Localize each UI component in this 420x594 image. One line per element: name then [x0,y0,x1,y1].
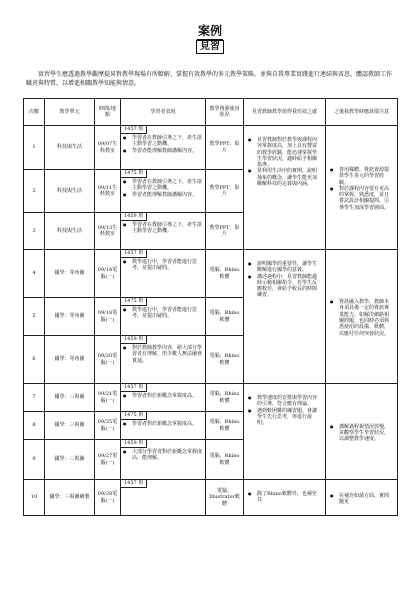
row-performance [121,336,206,384]
observe-item: ● 常利用生活中的實例，說明抽象的概念，讓學生能更加瞭解科技的定義與內涵。 [257,168,321,187]
document-subtitle: 見習 [0,40,420,54]
observation-table [23,98,398,516]
suggest-cell [326,126,398,250]
table-header-row [24,99,398,126]
row-performance [121,384,206,412]
row-num: 3 [24,213,45,250]
class-label: 1459 班 [121,213,147,221]
row-resources: 電腦、Rhino軟體 [206,384,244,412]
row-unit: 國學：三視圖 [45,412,95,440]
row-resources: 電腦、Rhino軟體 [206,412,244,440]
observe-item: ● 講述過程中，見習教師能適時示範相關指令，若學生反應較佳，會給予較長的時間練習。 [257,274,321,299]
row-time: 09/27電腦(一) [95,440,121,480]
row-time: 09/13生科教室 [95,213,121,250]
row-num: 2 [24,170,45,213]
row-resources: 電腦、Rhino軟體 [206,250,244,298]
performance-item: ● 大部分學習者對於新概念掌握度高，能理解。 [132,449,203,462]
row-performance [121,440,206,480]
header-suggest: 之後我教學時應該要注意 [326,99,398,126]
table-row [24,250,398,298]
header-num: 次數 [24,99,45,126]
row-performance [121,412,206,440]
observe-cell [244,250,326,384]
row-unit: 國學：三視圖繪製 [45,480,95,516]
intro-paragraph: 實習學生應透過教學觀摩提昇對教學現場有所瞭解，掌握有效教學的多元教學策略，並與自我專業實踐進行連結與省思，體認教師工作職責與特質，以增進相關教學知能與情意。 [26,71,393,87]
header-performance: 學習者表現 [121,99,206,126]
performance-item: ● 對於教師教學內容，絕大部分學習者有理解，但少數人無法融會貫通。 [132,345,203,364]
row-num: 7 [24,384,45,412]
suggest-item: ● 善用媒體、資訊資源提供學生多元的學習經驗。 [339,167,393,186]
suggest-cell [326,384,398,480]
row-resources: 電腦、Illustrator軟體 [206,480,244,516]
row-time: 09/25電腦(一) [95,412,121,440]
row-unit: 國學：三視圖 [45,440,95,480]
row-performance [121,298,206,336]
performance-item: ● 學習者能理解教師講解內容。 [132,192,203,198]
observe-cell [244,480,326,516]
row-performance [121,170,206,213]
header-time: 時間/地點 [95,99,121,126]
row-unit: 國學：等角圖 [45,298,95,336]
row-time: 09/11生科教室 [95,170,121,213]
row-unit: 科技與生活 [45,126,95,170]
row-unit: 科技與生活 [45,213,95,250]
performance-item: ● 學習者能理解教師講解內容。 [132,148,203,154]
row-resources: 教學PPT、影片 [206,213,244,250]
row-resources: 教學PPT、影片 [206,170,244,213]
class-label: 1475 班 [121,298,147,306]
suggest-cell [326,250,398,384]
document-title: 案例 [197,24,222,38]
performance-item: ● 學習者在教師引導之下，產生欲主動學習之動機。 [132,179,203,192]
row-time: 09/28電腦(一) [95,480,121,516]
class-label: 1475 班 [121,170,147,178]
row-num: 5 [24,298,45,336]
row-resources: 電腦、Rhino軟體 [206,440,244,480]
row-time: 09/07生科教室 [95,126,121,170]
row-resources: 教學PPT、影片 [206,126,244,170]
suggest-item: ● 對於課程內容要有更高的掌握，熟悉度，並且嘗試設計相關提問，引導學生加深學習層面。 [339,186,393,211]
row-performance [121,480,206,516]
performance-item: ● 學習者對於新概念掌握度高。 [132,393,203,399]
table-row [24,126,398,170]
row-time: 09/20電腦(一) [95,336,121,384]
row-time: 09/21電腦(一) [95,384,121,412]
row-performance [121,126,206,170]
class-label: 1459 班 [121,336,147,344]
row-unit: 科技與生活 [45,170,95,213]
row-resources: 電腦、Rhino軟體 [206,336,244,384]
row-num: 1 [24,126,45,170]
row-resources: 電腦、Rhino軟體 [206,298,244,336]
suggest-cell [326,480,398,516]
class-label: 1457 班 [121,480,147,488]
row-performance [121,250,206,298]
row-time: 09/18電腦(一) [95,298,121,336]
row-num: 4 [24,250,45,298]
observe-item: ● 遇到較困難的練習題，會讓學生先行思考，再進行說明。 [257,408,321,427]
row-num: 6 [24,336,45,384]
row-unit: 國學：等角圖 [45,336,95,384]
row-num: 8 [24,412,45,440]
observe-item: ● 教學速度的安排與學習內容的引導，符合應有理論。 [257,395,321,408]
observe-item: ● 除了Rhino軟體外，也補充其 [257,491,321,504]
row-num: 10 [24,480,45,516]
performance-item: ● 學習者對於新概念掌握度高。 [132,421,203,427]
performance-item: ● 學習者在教師引導之下，產生欲主動學習之動機。 [132,222,203,235]
performance-item: ● 教學進行中，學習者能進行思考，並提出疑問。 [132,307,203,320]
row-time: 09/14電腦(一) [95,250,121,298]
observe-item: ● 見習教師對於教學與課程內容掌握度高，加上具有豐富的教學經驗，能迅速掌握學生學習狀況，適時給予相關指導。 [257,137,321,168]
row-num: 9 [24,440,45,480]
header-observe: 見習教師教學值得我仿效之處 [244,99,326,126]
suggest-item: ● 資訊融入教學，教師本身須具備一定的資訊專業能力，如解決網路相關問題，也同時必須熟悉使用的設備、軟體，以應付任何突發狀況。 [339,299,393,337]
class-label: 1457 班 [121,250,147,258]
class-label: 1475 班 [121,412,147,420]
class-label: 1457 班 [121,126,147,134]
row-unit: 國學：三視圖 [45,384,95,412]
row-unit: 國學：等角圖 [45,250,95,298]
class-label: 1457 班 [121,384,147,392]
observe-item: ● 說明國學的重要性，讓學生瞭解進行國學的意義。 [257,261,321,274]
performance-item: ● 學習者在教師引導之下，產生欲主動學習之動機。 [132,135,203,148]
observe-cell [244,384,326,480]
observe-cell [244,126,326,250]
suggest-item: ● 講解過程視情況放慢，並觀察學生學習狀況，以調整教學速度。 [339,424,393,443]
row-performance [121,213,206,250]
table-row [24,384,398,412]
class-label: 1459 班 [121,440,147,448]
performance-item: ● 教學進行中，學習者能進行思考，並提出疑問。 [132,259,203,272]
suggest-item: ● 在補充如諸方面，實問隨更 [339,493,393,506]
table-row [24,480,398,516]
header-unit: 教學單元 [45,99,95,126]
header-resources: 教學資源使用狀況 [206,99,244,126]
